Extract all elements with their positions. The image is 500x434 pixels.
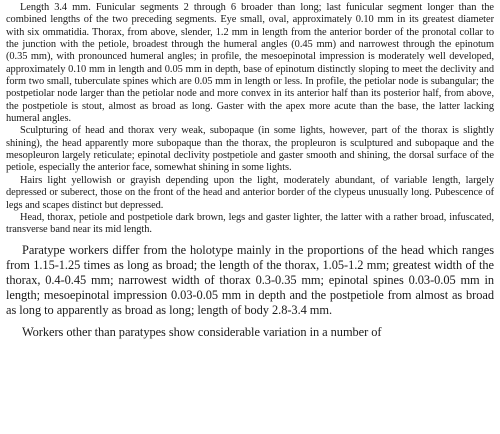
paragraph-other-workers: Workers other than paratypes show considerable variation in a number of — [22, 324, 382, 339]
paragraph-coloration: Head, thorax, petiole and postpetiole dark brown, legs and gaster lighter, the latter with a rather broad, infuscated, transverse band near its mid length. — [6, 211, 494, 236]
paragraph-holotype-description: Length 3.4 mm. Funicular segments 2 through 6 broader than long; last funicular segment longer than the combined lengths of the two preceding segments. Eye small, oval, approximately 0.10 mm in its greatest diameter with six ommatidia. Thorax, from above, slender, 1.2 mm in length from the anterior border of the pronotal collar to the junction with the petiole, broadest through the humeral angles (0.45 mm) and narrowest through the epinotum (0.35 mm), with pronounced humeral angles; in profile, the mesoepinotal impression is moderately well developed, approximately 0.10 mm in length and 0.05 mm in depth, base of epinotum distinctly sloping to meet the declivity and form two small, tuberculate spines which are 0.05 mm in length or less. In profile, the petiolar node is subangular; the postpetiolar node larger than the petiolar node and more convex in its anterior half than its posterior half, from above, the postpetiole is stout, almost as broad as long. Gaster with the apex more acute than the base, the latter lacking humeral angles. — [6, 2, 494, 125]
paragraph-paratype-workers: Paratype workers differ from the holotype mainly in the proportions of the head which ranges from 1.15-1.25 times as long as broad; the length of the thorax, 1.05-1.2 mm; greatest width of the thorax, 0.4-0.45 mm; narrowest width of thorax 0.3-0.35 mm; epinotal spines 0.03-0.05 mm in length; mesoepinotal impression 0.03-0.05 mm in depth and the postpetiole from almost as broad as long to apparently as broad as long; length of body 2.8-3.4 mm. — [6, 242, 494, 317]
paragraph-sculpturing: Sculpturing of head and thorax very weak, subopaque (in some lights, however, part of the thorax is slightly shining), the head apparently more subopaque than the thorax, the propleuron is sculptured and subopaque and the mesopleuron largely reticulate; epinotal declivity postpetiole and gaster smooth and shining, the dorsal surface of the petiole, especially the anterior face, somewhat shining in some lights. — [6, 125, 494, 174]
paragraph-hairs: Hairs light yellowish or grayish depending upon the light, moderately abundant, of variable length, largely depressed or suberect, those on the front of the head and anterior border of the clypeus unusually long. Pubescence of legs and scapes distinct but depressed. — [6, 174, 494, 211]
